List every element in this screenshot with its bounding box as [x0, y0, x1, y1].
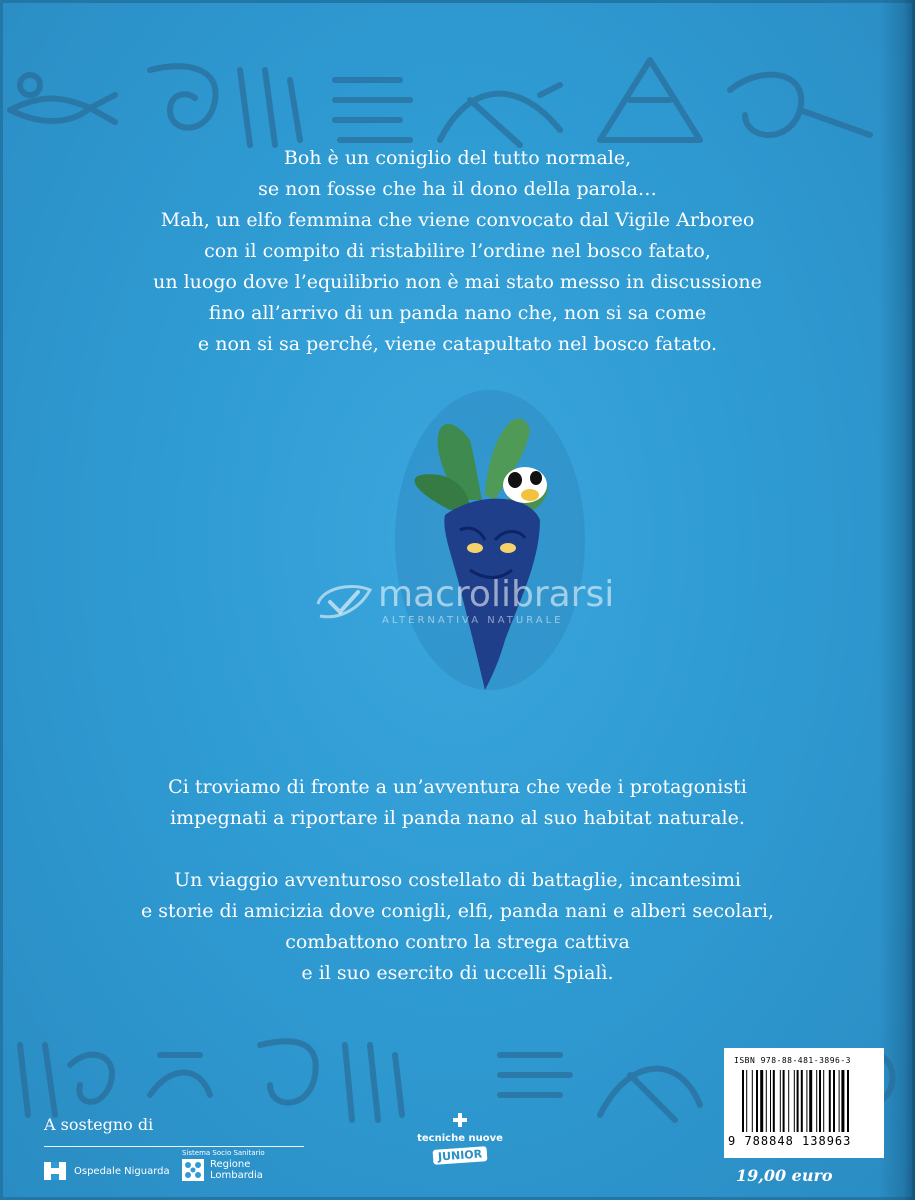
blurb-line: combattono contro la strega cattiva	[285, 931, 630, 953]
barcode-digits: 9 788848 138963	[728, 1134, 852, 1148]
blurb-line: se non fosse che ha il dono della parola…	[258, 178, 657, 200]
isbn-number: ISBN 978-88-481-3896-3	[734, 1056, 851, 1065]
barcode	[724, 1048, 884, 1158]
health-system-label: Sistema Socio Sanitario	[182, 1149, 265, 1157]
watermark-tagline: ALTERNATIVA NATURALE	[382, 615, 564, 626]
barcode-bars	[742, 1070, 876, 1132]
blurb-line: con il compito di ristabilire l’ordine nel bosco fatato,	[204, 240, 711, 262]
region-line-1: Regione	[210, 1159, 251, 1170]
rosa-camuna-icon	[182, 1159, 204, 1181]
blurb-middle	[0, 772, 915, 834]
blurb-line: Ci troviamo di fronte a un’avventura che vede i protagonisti	[168, 776, 747, 798]
publisher-logo	[410, 1112, 510, 1163]
blurb-closing	[0, 865, 915, 989]
leaf-check-icon	[312, 578, 374, 626]
lombardia-logo	[182, 1159, 263, 1181]
sponsor-block	[44, 1115, 304, 1181]
publisher-name: tecniche nuove	[417, 1133, 503, 1144]
blurb-intro	[0, 143, 915, 360]
publisher-cross-icon	[453, 1113, 467, 1127]
niguarda-mark-icon	[44, 1162, 66, 1180]
blurb-line: Un viaggio avventuroso costellato di battaglie, incantesimi	[174, 869, 741, 891]
blurb-line: Boh è un coniglio del tutto normale,	[283, 147, 632, 169]
niguarda-logo	[44, 1162, 170, 1180]
region-name	[210, 1159, 263, 1181]
decorative-glyphs-top	[0, 40, 915, 160]
blurb-line: impegnati a riportare il panda nano al suo habitat naturale.	[170, 807, 745, 829]
sponsor-divider	[44, 1146, 304, 1147]
sponsor-label: A sostegno di	[44, 1115, 154, 1134]
watermark-name: macrolibrarsi	[378, 574, 615, 615]
hospital-name: Ospedale Niguarda	[74, 1165, 170, 1177]
price: 19,00 euro	[736, 1166, 833, 1185]
blurb-line: e non si sa perché, viene catapultato nel bosco fatato.	[197, 333, 718, 355]
blurb-line: e storie di amicizia dove conigli, elfi, panda nani e alberi secolari,	[140, 900, 775, 922]
region-line-2: Lombardia	[210, 1170, 263, 1181]
watermark	[310, 572, 620, 632]
blurb-line: e il suo esercito di uccelli Spialì.	[301, 962, 614, 984]
carrot-panda-illustration	[390, 380, 590, 720]
blurb-line: un luogo dove l’equilibrio non è mai stato messo in discussione	[153, 271, 762, 293]
blurb-line: fino all’arrivo di un panda nano che, non si sa come	[208, 302, 707, 324]
blurb-line: Mah, un elfo femmina che viene convocato dal Vigile Arboreo	[160, 209, 755, 231]
publisher-imprint: JUNIOR	[432, 1146, 487, 1165]
